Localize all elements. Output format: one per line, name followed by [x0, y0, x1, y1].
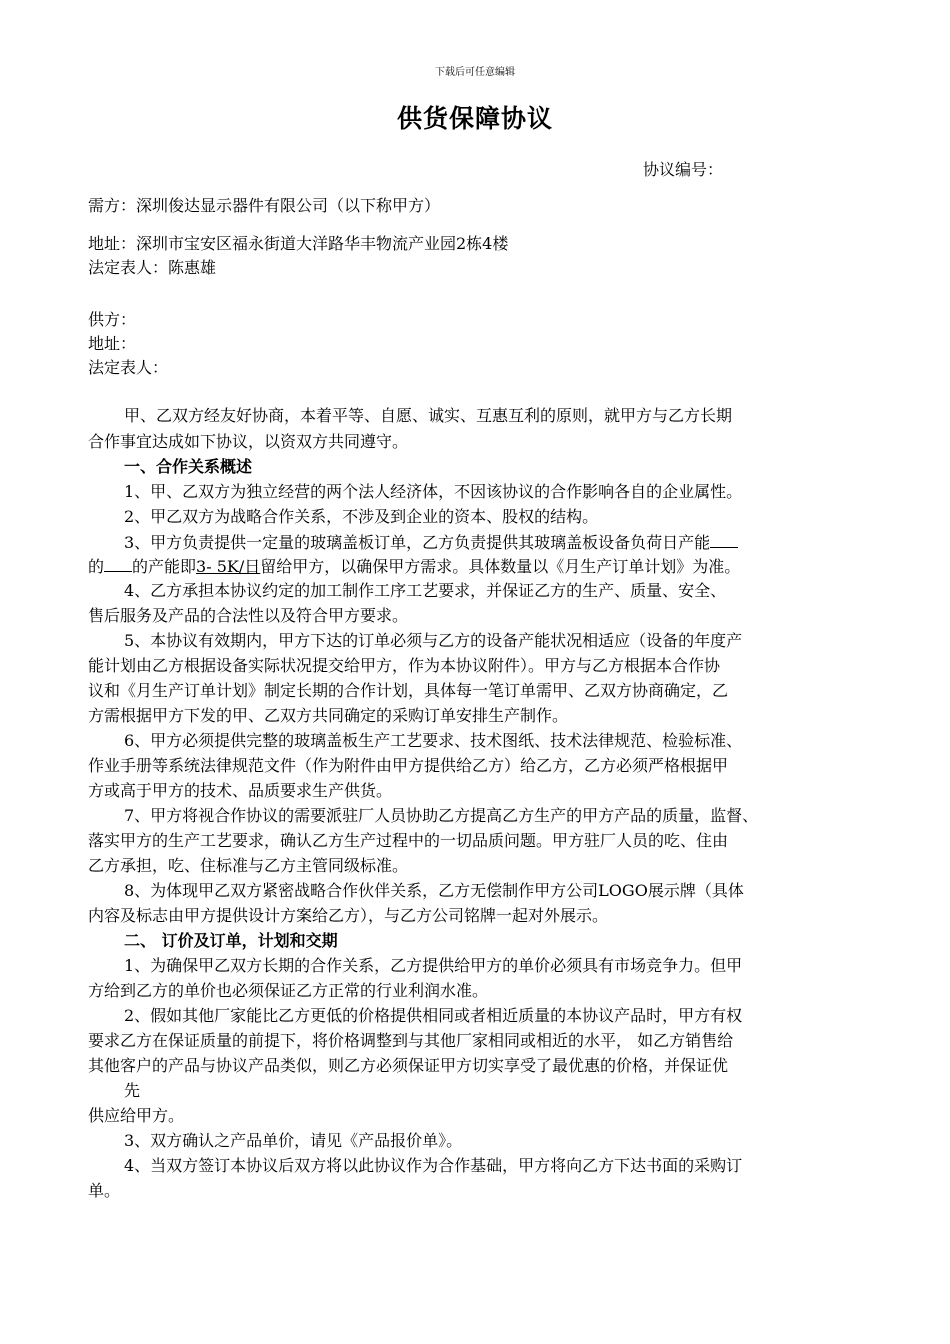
- s1-p3-text: 3、甲方负责提供一定量的玻璃盖板订单，乙方负责提供其玻璃盖板设备负荷日产能: [124, 533, 711, 552]
- intro-line-1: 甲、乙双方经友好协商，本着平等、自愿、诚实、互惠互利的原则，就甲方与乙方长期: [124, 406, 733, 425]
- s2-p1-line-2: 方给到乙方的单价也必须保证乙方正常的行业利润水准。: [88, 981, 489, 1000]
- s1-p6-line-1: 6、甲方必须提供完整的玻璃盖板生产工艺要求、技术图纸、技术法律规范、检验标准、: [124, 731, 743, 750]
- header-note: 下载后可任意编辑: [435, 67, 515, 78]
- s1-p5-line-2: 能计划由乙方根据设备实际状况提交给甲方，作为本协议附件）。甲方与乙方根据本合作协: [88, 656, 721, 675]
- demand-address: 地址：深圳市宝安区福永街道大洋路华丰物流产业园2栋4楼: [88, 234, 509, 253]
- s1-p7-line-2: 落实甲方的生产工艺要求，确认乙方生产过程中的一切品质问题。甲方驻厂人员的吃、住由: [88, 831, 729, 850]
- s1-p6-line-3: 方或高于甲方的技术、品质要求生产供货。: [88, 781, 393, 800]
- demand-legal-rep: 法定表人：陈惠雄: [88, 258, 217, 277]
- s2-p2-line-5: 供应给甲方。: [88, 1106, 185, 1125]
- s1-p1: 1、甲、乙双方为独立经营的两个法人经济体，不因该协议的合作影响各自的企业属性。: [124, 482, 743, 501]
- s2-p4-line-1: 4、当双方签订本协议后双方将以此协议作为合作基础，甲方将向乙方下达书面的采购订: [124, 1156, 743, 1175]
- daily-quantity: 3- 5K/日: [196, 557, 261, 576]
- s1-p3-pre: 的: [88, 557, 105, 576]
- s2-p2-line-3: 其他客户的产品与协议产品类似，则乙方必须保证甲方切实享受了最优惠的价格，并保证优: [88, 1056, 729, 1075]
- section-1-heading: 一、合作关系概述: [124, 457, 253, 476]
- s2-p4-line-2: 单。: [88, 1181, 121, 1200]
- s1-p2: 2、甲乙双方为战略合作关系，不涉及到企业的资本、股权的结构。: [124, 507, 599, 526]
- s1-p7-line-1: 7、甲方将视合作协议的需要派驻厂人员协助乙方提高乙方生产的甲方产品的质量，监督、: [124, 806, 759, 825]
- s1-p3-post: 留给甲方，以确保甲方需求。具体数量以《月生产订单计划》为准。: [260, 557, 741, 576]
- s2-p1-line-1: 1、为确保甲乙双方长期的合作关系，乙方提供给甲方的单价必须具有市场竞争力。但甲: [124, 956, 743, 975]
- blank-line: [104, 556, 132, 572]
- supply-party: 供方：: [88, 310, 137, 329]
- supply-address: 地址：: [88, 334, 137, 353]
- s2-p2-line-2: 要求乙方在保证质量的前提下，将价格调整到与其他厂家相同或相近的水平， 如乙方销售给: [88, 1031, 734, 1050]
- s1-p5-line-4: 方需根据甲方下发的甲、乙双方共同确定的采购订单安排生产制作。: [88, 706, 569, 725]
- s1-p4-line-2: 售后服务及产品的合法性以及符合甲方要求。: [88, 606, 409, 625]
- s1-p7-line-3: 乙方承担，吃、住标准与乙方主管同级标准。: [88, 856, 409, 875]
- agreement-number-label: 协议编号：: [643, 160, 724, 179]
- s1-p4-line-1: 4、乙方承担本协议约定的加工制作工序工艺要求，并保证乙方的生产、质量、安全、: [124, 581, 727, 600]
- s1-p8-line-1: 8、为体现甲乙双方紧密战略合作伙伴关系，乙方无偿制作甲方公司LOGO展示牌（具体: [124, 881, 744, 900]
- document-title: 供货保障协议: [396, 104, 553, 133]
- supply-legal-rep: 法定表人：: [88, 358, 169, 377]
- s1-p3-line-2: [88, 556, 740, 577]
- s2-p2-line-4: 先: [124, 1081, 141, 1100]
- blank-line: [710, 532, 738, 548]
- demand-party: 需方：深圳俊达显示器件有限公司（以下称甲方）: [88, 196, 441, 215]
- s1-p8-line-2: 内容及标志由甲方提供设计方案给乙方），与乙方公司铭牌一起对外展示。: [88, 906, 609, 925]
- s2-p3: 3、双方确认之产品单价，请见《产品报价单》。: [124, 1131, 463, 1150]
- s1-p3-line-1: [124, 532, 738, 553]
- section-2-heading: 二、 订价及订单，计划和交期: [124, 931, 338, 950]
- intro-line-2: 合作事宜达成如下协议，以资双方共同遵守。: [88, 432, 409, 451]
- s1-p5-line-3: 议和《月生产订单计划》制定长期的合作计划，具体每一笔订单需甲、乙双方协商确定，乙: [88, 681, 729, 700]
- s1-p5-line-1: 5、本协议有效期内，甲方下达的订单必须与乙方的设备产能状况相适应（设备的年度产: [124, 631, 743, 650]
- s2-p2-line-1: 2、假如其他厂家能比乙方更低的价格提供相同或者相近质量的本协议产品时，甲方有权: [124, 1006, 743, 1025]
- s1-p6-line-2: 作业手册等系统法律规范文件（作为附件由甲方提供给乙方）给乙方，乙方必须严格根据甲: [88, 756, 729, 775]
- s1-p3-mid: 的产能即: [132, 557, 197, 576]
